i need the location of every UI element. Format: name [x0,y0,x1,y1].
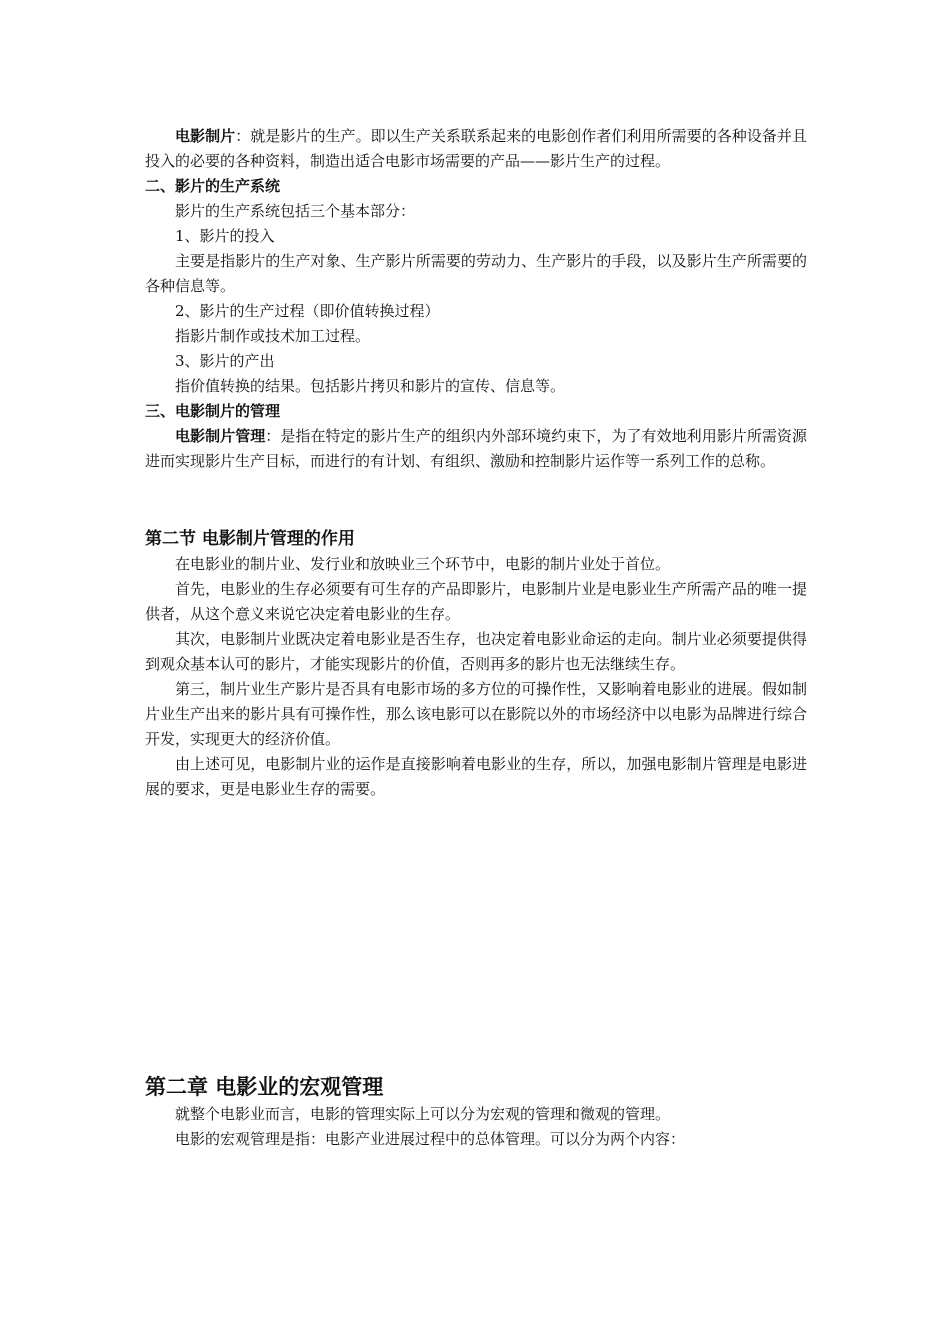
item-title-input: 1、影片的投入 [175,227,275,245]
term-film-production: 电影制片 [175,127,236,145]
paragraph: 第三，制片业生产影片是否具有电影市场的多方位的可操作性，又影响着电影业的进展。假如制片业生产出来的影片具有可操作性，那么该电影可以在影院以外的市场经济中以电影为品牌进行综合开发，实现更大的经济价值。 [145,680,807,748]
paragraph: 就整个电影业而言，电影的管理实际上可以分为宏观的管理和微观的管理。 [175,1105,671,1123]
chapter-title: 第二章 电影业的宏观管理 [145,1075,384,1099]
definition-text: ：是指在特定的影片生产的组织内外部环境约束下，为了有效地利用影片所需资源进而实现影片生产目标，而进行的有计划、有组织、激励和控制影片运作等一系列工作的总称。 [145,427,807,470]
heading-production-system: 二、影片的生产系统 [145,177,281,195]
section-title: 第二节 电影制片管理的作用 [145,529,355,549]
term-production-management: 电影制片管理 [175,427,266,445]
spacer [145,802,807,1072]
item-title-process: 2、影片的生产过程（即价值转换过程） [175,302,440,320]
paragraph-intro: 影片的生产系统包括三个基本部分： [175,202,416,220]
definition-production-management [145,424,807,474]
item-text-output: 指价值转换的结果。包括影片拷贝和影片的宣传、信息等。 [175,377,566,395]
paragraph: 首先，电影业的生存必须要有可生存的产品即影片，电影制片业是电影业生产所需产品的唯一提供者，从这个意义来说它决定着电影业的生存。 [145,580,807,623]
spacer [145,474,807,526]
paragraph: 在电影业的制片业、发行业和放映业三个环节中，电影的制片业处于首位。 [175,555,671,573]
definition-film-production [145,124,807,174]
paragraph: 其次，电影制片业既决定着电影业是否生存，也决定着电影业命运的走向。制片业必须要提供得到观众基本认可的影片，才能实现影片的价值，否则再多的影片也无法继续生存。 [145,630,807,673]
item-title-output: 3、影片的产出 [175,352,275,370]
item-text-process: 指影片制作或技术加工过程。 [175,327,371,345]
document-page [145,124,807,1152]
definition-text: ：就是影片的生产。即以生产关系联系起来的电影创作者们利用所需要的各种设备并且投入的必要的各种资料，制造出适合电影市场需要的产品——影片生产的过程。 [145,127,807,170]
item-text-input: 主要是指影片的生产对象、生产影片所需要的劳动力、生产影片的手段，以及影片生产所需要的各种信息等。 [145,252,807,295]
heading-production-management: 三、电影制片的管理 [145,402,281,420]
paragraph: 电影的宏观管理是指：电影产业进展过程中的总体管理。可以分为两个内容： [175,1130,686,1148]
paragraph: 由上述可见，电影制片业的运作是直接影响着电影业的生存，所以，加强电影制片管理是电影进展的要求，更是电影业生存的需要。 [145,755,807,798]
